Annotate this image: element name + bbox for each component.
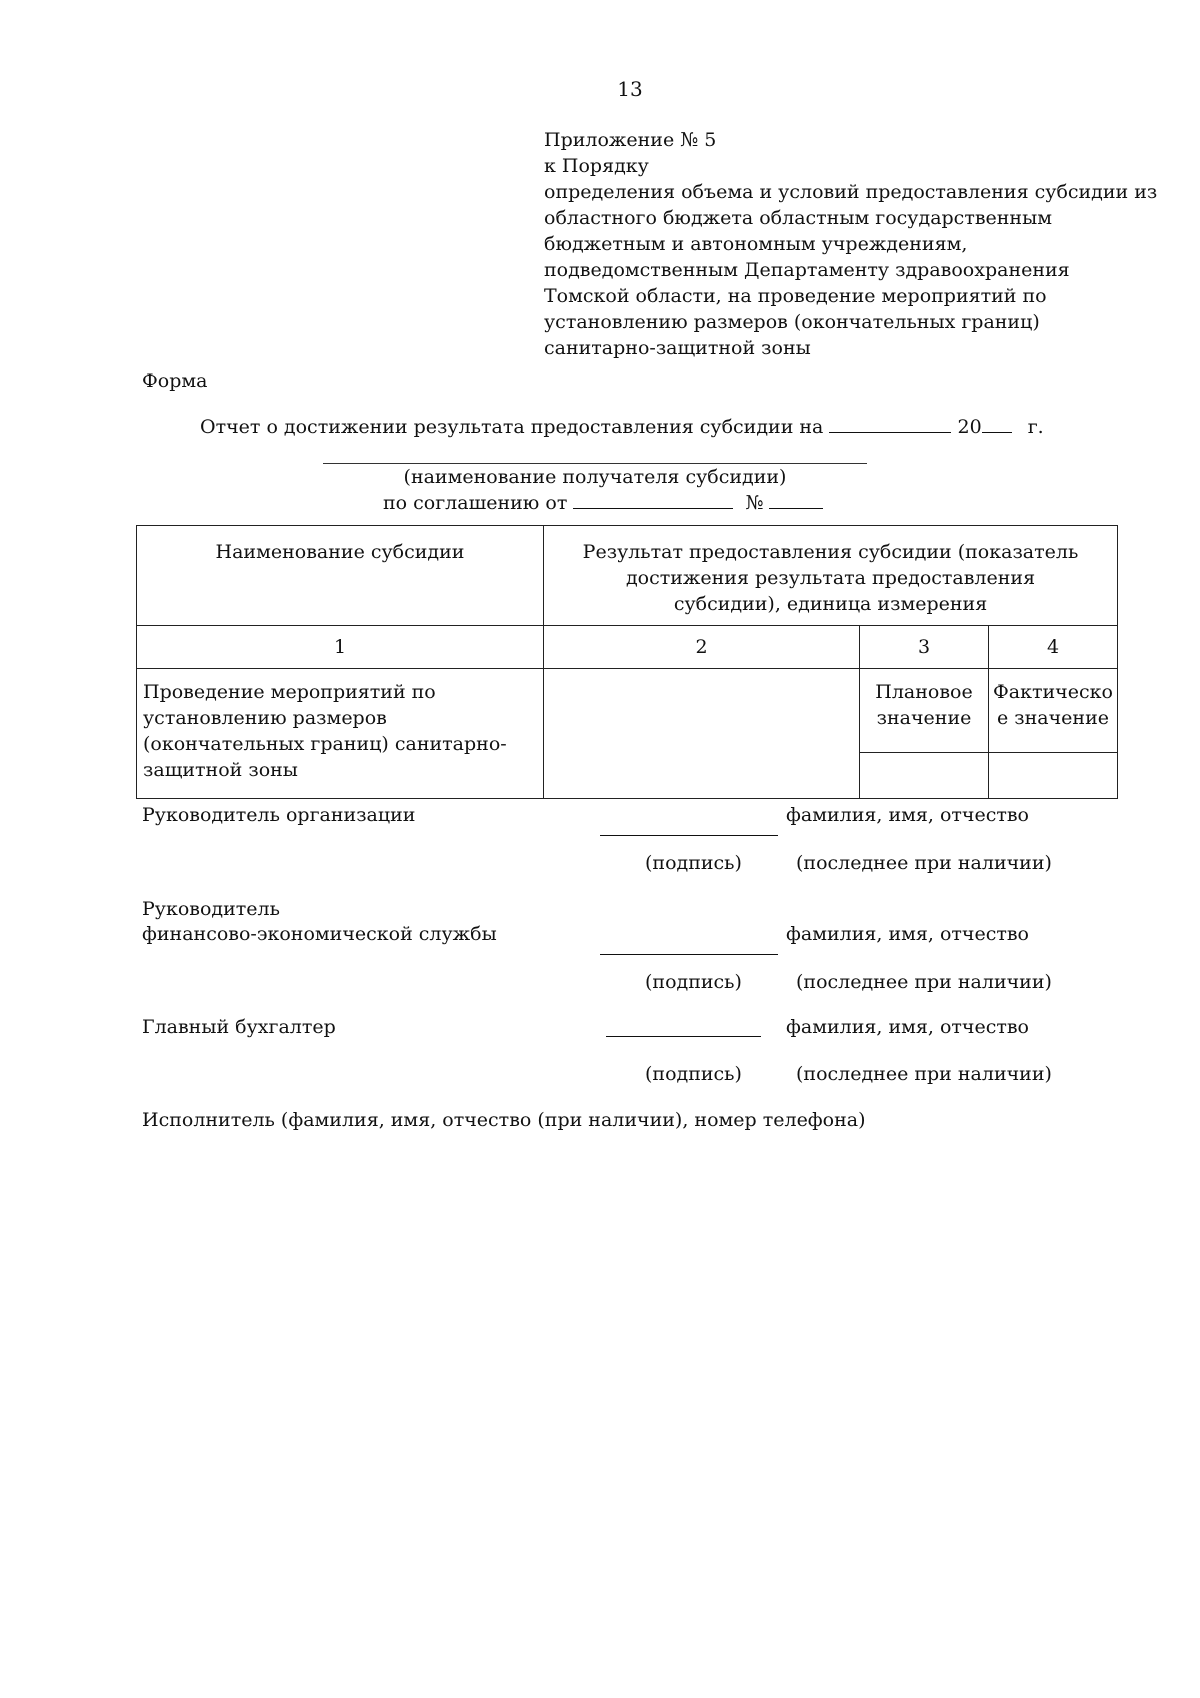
agreement-number-sign: № bbox=[745, 492, 764, 514]
signature-line[interactable] bbox=[600, 835, 778, 836]
column-number: 2 bbox=[544, 626, 860, 669]
appendix-line: установлению размеров (окончательных границ) bbox=[544, 311, 1040, 333]
results-table bbox=[136, 525, 1118, 799]
column-number: 4 bbox=[989, 626, 1118, 669]
subsidy-name-cell: Проведение мероприятий по установлению размеров (окончательных границ) санитарно-защитной зоны bbox=[137, 669, 544, 799]
fio-label: фамилия, имя, отчество bbox=[786, 923, 1029, 945]
planned-value-cell[interactable] bbox=[860, 753, 989, 799]
appendix-line: Томской области, на проведение мероприятий по bbox=[544, 285, 1047, 307]
patronymic-caption: (последнее при наличии) bbox=[796, 971, 1052, 993]
signature-caption: (подпись) bbox=[645, 852, 742, 874]
agreement-line bbox=[383, 490, 823, 516]
form-label: Форма bbox=[142, 370, 208, 392]
appendix-line: подведомственным Департаменту здравоохранения bbox=[544, 259, 1070, 281]
header-subsidy-name: Наименование субсидии bbox=[137, 526, 544, 626]
chief-accountant-label: Главный бухгалтер bbox=[142, 1016, 336, 1038]
signature-line[interactable] bbox=[606, 1036, 761, 1037]
appendix-line: санитарно-защитной зоны bbox=[544, 337, 811, 359]
header-result: Результат предоставления субсидии (показатель достижения результата предоставления субсидии), единица измерения bbox=[544, 526, 1118, 626]
actual-value-label: Фактическо е значение bbox=[989, 669, 1118, 753]
appendix-line: определения объема и условий предоставления субсидии из bbox=[544, 181, 1158, 203]
appendix-line: бюджетным и автономным учреждениям, bbox=[544, 233, 968, 255]
head-fin-label-line1: Руководитель bbox=[142, 898, 280, 920]
patronymic-caption: (последнее при наличии) bbox=[796, 852, 1052, 874]
report-title-text: Отчет о достижении результата предоставления субсидии на bbox=[200, 416, 824, 438]
appendix-line: областного бюджета областным государственным bbox=[544, 207, 1052, 229]
fio-label: фамилия, имя, отчество bbox=[786, 1016, 1029, 1038]
head-org-label: Руководитель организации bbox=[142, 804, 416, 826]
page-number: 13 bbox=[617, 77, 643, 101]
table-row bbox=[137, 669, 1118, 753]
report-year-suffix: г. bbox=[1027, 416, 1044, 438]
table-header-row bbox=[137, 526, 1118, 626]
signature-caption: (подпись) bbox=[645, 1063, 742, 1085]
appendix-line: к Порядку bbox=[544, 155, 649, 177]
report-year-prefix: 20 bbox=[957, 416, 982, 438]
agreement-prefix: по соглашению от bbox=[383, 492, 568, 514]
fio-label: фамилия, имя, отчество bbox=[786, 804, 1029, 826]
column-number: 1 bbox=[137, 626, 544, 669]
head-fin-label-line2: финансово-экономической службы bbox=[142, 923, 497, 945]
appendix-line: Приложение № 5 bbox=[544, 129, 717, 151]
column-number: 3 bbox=[860, 626, 989, 669]
report-title bbox=[200, 414, 1044, 440]
planned-value-label: Плановое значение bbox=[860, 669, 989, 753]
signature-caption: (подпись) bbox=[645, 971, 742, 993]
agreement-date-blank[interactable] bbox=[573, 490, 733, 509]
appendix-block bbox=[544, 127, 1164, 361]
actual-value-cell[interactable] bbox=[989, 753, 1118, 799]
signature-line[interactable] bbox=[600, 954, 778, 955]
patronymic-caption: (последнее при наличии) bbox=[796, 1063, 1052, 1085]
result-value-cell[interactable] bbox=[544, 669, 860, 799]
table-number-row bbox=[137, 626, 1118, 669]
agreement-number-blank[interactable] bbox=[769, 490, 823, 509]
executor-label: Исполнитель (фамилия, имя, отчество (при наличии), номер телефона) bbox=[142, 1109, 866, 1131]
recipient-caption: (наименование получателя субсидии) bbox=[403, 466, 787, 488]
report-date-blank[interactable] bbox=[829, 414, 951, 433]
report-year-blank[interactable] bbox=[982, 414, 1012, 433]
